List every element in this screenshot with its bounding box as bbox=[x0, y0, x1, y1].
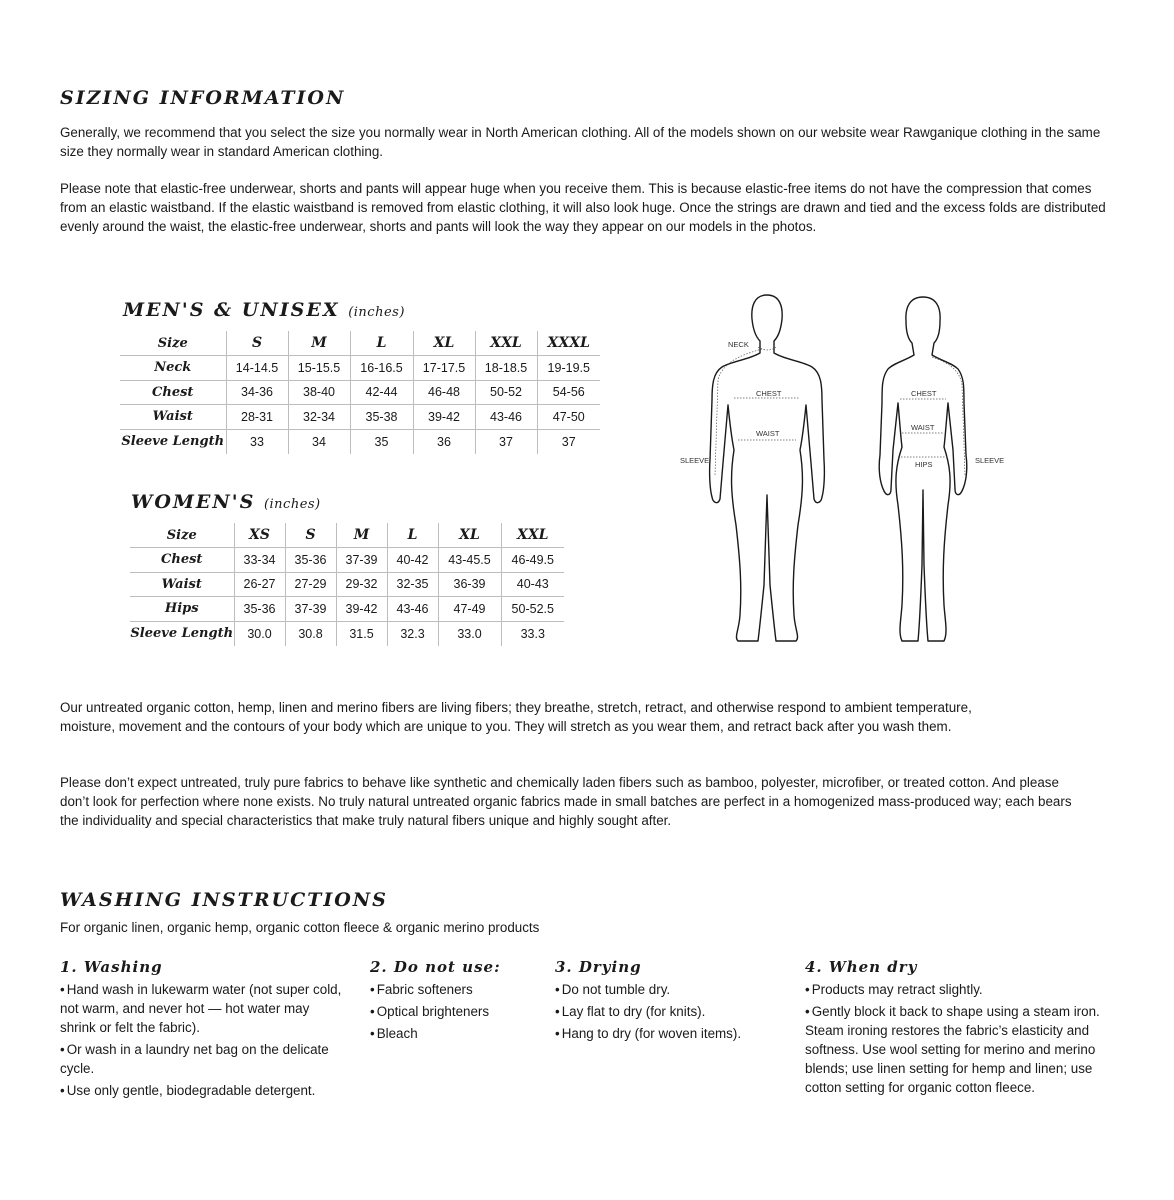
sizing-title: SIZING INFORMATION bbox=[60, 87, 346, 109]
size-column-header: XXL bbox=[501, 523, 564, 548]
when-dry-column bbox=[805, 958, 1110, 1100]
size-corner-label: Size bbox=[130, 523, 234, 548]
list-item-text: Products may retract slightly. bbox=[811, 982, 983, 997]
table-cell: 46-49.5 bbox=[501, 548, 564, 573]
list-item-text: Fabric softeners bbox=[376, 982, 473, 997]
drying-list bbox=[555, 980, 785, 1043]
list-item: • Use only gentle, biodegradable detergent. bbox=[60, 1083, 316, 1098]
male-figure bbox=[710, 295, 825, 641]
table-cell: 36 bbox=[413, 429, 475, 454]
female-sleeve-guide bbox=[932, 357, 965, 475]
womens-unit: (inches) bbox=[263, 497, 321, 512]
table-cell: 16-16.5 bbox=[350, 356, 413, 381]
list-item: • Optical brighteners bbox=[370, 1004, 490, 1019]
table-cell: 42-44 bbox=[350, 380, 413, 405]
size-header-row bbox=[130, 523, 564, 548]
table-cell: 14-14.5 bbox=[226, 356, 288, 381]
list-item-text: Optical brighteners bbox=[376, 1004, 490, 1019]
list-item-text: Use only gentle, biodegradable detergent. bbox=[66, 1083, 316, 1098]
male-chest-label: CHEST bbox=[756, 389, 782, 398]
table-row bbox=[130, 572, 564, 597]
table-cell: 19-19.5 bbox=[537, 356, 600, 381]
male-sleeve-guide bbox=[715, 349, 762, 475]
table-cell: 40-42 bbox=[387, 548, 438, 573]
table-cell: 30.8 bbox=[285, 621, 336, 646]
table-cell: 46-48 bbox=[413, 380, 475, 405]
female-waist-label: WAIST bbox=[911, 423, 935, 432]
female-outline bbox=[879, 297, 967, 641]
table-cell: 35 bbox=[350, 429, 413, 454]
female-chest-label: CHEST bbox=[911, 389, 937, 398]
table-cell: 30.0 bbox=[234, 621, 285, 646]
table-cell: 50-52.5 bbox=[501, 597, 564, 622]
list-item: • Hand wash in lukewarm water (not super cold, not warm, and never hot — hot water may shrink or felt the fabric). bbox=[60, 982, 342, 1035]
table-cell: 32-34 bbox=[288, 405, 350, 430]
list-item-text: Hang to dry (for woven items). bbox=[561, 1026, 742, 1041]
list-item-text: Do not tumble dry. bbox=[561, 982, 671, 997]
womens-size-table bbox=[130, 523, 564, 646]
mens-table-title bbox=[123, 299, 405, 321]
size-column-header: XL bbox=[413, 331, 475, 356]
size-column-header: XS bbox=[234, 523, 285, 548]
table-cell: 43-46 bbox=[475, 405, 537, 430]
table-cell: 47-49 bbox=[438, 597, 501, 622]
mens-title-text: MEN'S & UNISEX bbox=[123, 299, 340, 321]
washing-list bbox=[60, 980, 345, 1100]
size-column-header: M bbox=[288, 331, 350, 356]
table-cell: 47-50 bbox=[537, 405, 600, 430]
table-cell: 31.5 bbox=[336, 621, 387, 646]
table-cell: 18-18.5 bbox=[475, 356, 537, 381]
washing-subtitle: For organic linen, organic hemp, organic cotton fleece & organic merino products bbox=[60, 920, 540, 935]
table-cell: 35-36 bbox=[285, 548, 336, 573]
table-cell: 34 bbox=[288, 429, 350, 454]
male-waist-label: WAIST bbox=[756, 429, 780, 438]
row-label: Sleeve Length bbox=[121, 434, 225, 449]
row-label: Chest bbox=[120, 380, 226, 405]
table-cell: 37 bbox=[537, 429, 600, 454]
table-row bbox=[130, 548, 564, 573]
table-cell: 39-42 bbox=[413, 405, 475, 430]
list-item: • Fabric softeners bbox=[370, 982, 473, 997]
size-column-header: XL bbox=[438, 523, 501, 548]
womens-table-title bbox=[131, 491, 321, 513]
size-header-row bbox=[120, 331, 600, 356]
table-row bbox=[120, 429, 600, 454]
table-row bbox=[120, 405, 600, 430]
size-column-header: S bbox=[226, 331, 288, 356]
drying-column bbox=[555, 958, 785, 1046]
table-cell: 35-36 bbox=[234, 597, 285, 622]
table-cell: 37-39 bbox=[285, 597, 336, 622]
row-label: Chest bbox=[130, 548, 234, 573]
row-label: Waist bbox=[130, 572, 234, 597]
sizing-intro-paragraph: Generally, we recommend that you select the size you normally wear in North American clothing. All of the models shown on our website wear Rawganique clothing in the same size they normally wear in standard American clothing. bbox=[60, 125, 1101, 159]
table-cell: 39-42 bbox=[336, 597, 387, 622]
table-cell: 28-31 bbox=[226, 405, 288, 430]
list-item-text: Or wash in a laundry net bag on the delicate cycle. bbox=[60, 1042, 329, 1076]
list-item-text: Lay flat to dry (for knits). bbox=[561, 1004, 706, 1019]
washing-column bbox=[60, 958, 345, 1103]
table-cell: 32.3 bbox=[387, 621, 438, 646]
size-column-header: M bbox=[336, 523, 387, 548]
female-hips-label: HIPS bbox=[915, 460, 933, 469]
list-item: • Or wash in a laundry net bag on the delicate cycle. bbox=[60, 1042, 329, 1076]
table-cell: 38-40 bbox=[288, 380, 350, 405]
natural-fabrics-paragraph: Please don’t expect untreated, truly pure fabrics to behave like synthetic and chemically laden fibers such as bamboo, polyester, microfiber, or treated cotton. And please don’t look for perfection where none exists. No truly natural untreated organic fabrics made in small batches are perfect in a homogenized mass-produced way; each bears the individuality and special characteristics that make truly natural fibers unique and highly sought after. bbox=[60, 775, 1072, 828]
list-item: • Hang to dry (for woven items). bbox=[555, 1026, 742, 1041]
table-cell: 33 bbox=[226, 429, 288, 454]
living-fibers-paragraph: Our untreated organic cotton, hemp, linen and merino fibers are living fibers; they breathe, stretch, retract, and otherwise respond to ambient temperature, moisture, movement and the contours of your body which are unique to you. They will stretch as you wear them, and retract back after you wash them. bbox=[60, 700, 972, 734]
female-figure bbox=[879, 297, 967, 641]
table-cell: 33.3 bbox=[501, 621, 564, 646]
table-row bbox=[120, 380, 600, 405]
table-cell: 33-34 bbox=[234, 548, 285, 573]
list-item-text: Bleach bbox=[376, 1026, 418, 1041]
list-item: • Do not tumble dry. bbox=[555, 982, 671, 997]
size-column-header: L bbox=[350, 331, 413, 356]
size-column-header: XXXL bbox=[537, 331, 600, 356]
table-row bbox=[130, 621, 564, 646]
do-not-use-column-title: 2. Do not use: bbox=[370, 958, 501, 976]
body-measurement-diagram bbox=[670, 285, 1020, 655]
table-cell: 26-27 bbox=[234, 572, 285, 597]
male-outline bbox=[710, 295, 825, 641]
drying-column-title: 3. Drying bbox=[555, 958, 642, 976]
table-cell: 27-29 bbox=[285, 572, 336, 597]
mens-size-table bbox=[120, 331, 600, 454]
size-corner-label: Size bbox=[120, 331, 226, 356]
washing-title: WASHING INSTRUCTIONS bbox=[60, 889, 388, 911]
table-row bbox=[120, 356, 600, 381]
female-guides bbox=[898, 357, 965, 475]
row-label: Hips bbox=[130, 597, 234, 622]
table-cell: 37-39 bbox=[336, 548, 387, 573]
mens-unit: (inches) bbox=[348, 305, 405, 320]
elastic-free-paragraph: Please note that elastic-free underwear, shorts and pants will appear huge when you receive them. This is because elastic-free items do not have the compression that comes from an elastic waistband. If the elastic waistband is removed from elastic clothing, it will also look huge. Once the strings are drawn and tied and the excess folds are distributed evenly around the waist, the elastic-free underwear, shorts and pants will look the way they appear on our models in the photos. bbox=[60, 181, 1106, 234]
when-dry-column-title: 4. When dry bbox=[805, 958, 918, 976]
table-cell: 17-17.5 bbox=[413, 356, 475, 381]
size-column-header: S bbox=[285, 523, 336, 548]
list-item: • Products may retract slightly. bbox=[805, 982, 983, 997]
table-cell: 35-38 bbox=[350, 405, 413, 430]
table-cell: 43-45.5 bbox=[438, 548, 501, 573]
do-not-use-list bbox=[370, 980, 540, 1043]
list-item: • Bleach bbox=[370, 1026, 418, 1041]
list-item-text: Hand wash in lukewarm water (not super cold, not warm, and never hot — hot water may shrink or felt the fabric). bbox=[60, 982, 342, 1035]
list-item-text: Gently block it back to shape using a steam iron. Steam ironing restores the fabric’s elasticity and softness. Use wool setting for merino and merino blends; use linen setting for hemp and linen; use cotton setting for organic cotton fleece. bbox=[805, 1004, 1100, 1095]
table-cell: 33.0 bbox=[438, 621, 501, 646]
table-cell: 43-46 bbox=[387, 597, 438, 622]
female-sleeve-label: SLEEVE bbox=[975, 456, 1005, 465]
row-label: Sleeve Length bbox=[130, 626, 234, 641]
do-not-use-column bbox=[370, 958, 540, 1046]
size-column-header: XXL bbox=[475, 331, 537, 356]
male-neck-label: NECK bbox=[728, 340, 749, 349]
table-cell: 32-35 bbox=[387, 572, 438, 597]
male-sleeve-label: SLEEVE bbox=[680, 456, 710, 465]
table-row bbox=[130, 597, 564, 622]
womens-title-text: WOMEN'S bbox=[131, 491, 256, 513]
list-item: • Gently block it back to shape using a steam iron. Steam ironing restores the fabric’s elasticity and softness. Use wool setting for merino and merino blends; use linen setting for hemp and linen; use cotton setting for organic cotton fleece. bbox=[805, 1004, 1100, 1095]
table-cell: 37 bbox=[475, 429, 537, 454]
table-cell: 29-32 bbox=[336, 572, 387, 597]
table-cell: 15-15.5 bbox=[288, 356, 350, 381]
row-label: Neck bbox=[120, 356, 226, 381]
table-cell: 36-39 bbox=[438, 572, 501, 597]
list-item: • Lay flat to dry (for knits). bbox=[555, 1004, 706, 1019]
washing-column-title: 1. Washing bbox=[60, 958, 163, 976]
table-cell: 54-56 bbox=[537, 380, 600, 405]
row-label: Waist bbox=[120, 405, 226, 430]
table-cell: 34-36 bbox=[226, 380, 288, 405]
size-column-header: L bbox=[387, 523, 438, 548]
table-cell: 50-52 bbox=[475, 380, 537, 405]
when-dry-list bbox=[805, 980, 1110, 1097]
table-cell: 40-43 bbox=[501, 572, 564, 597]
